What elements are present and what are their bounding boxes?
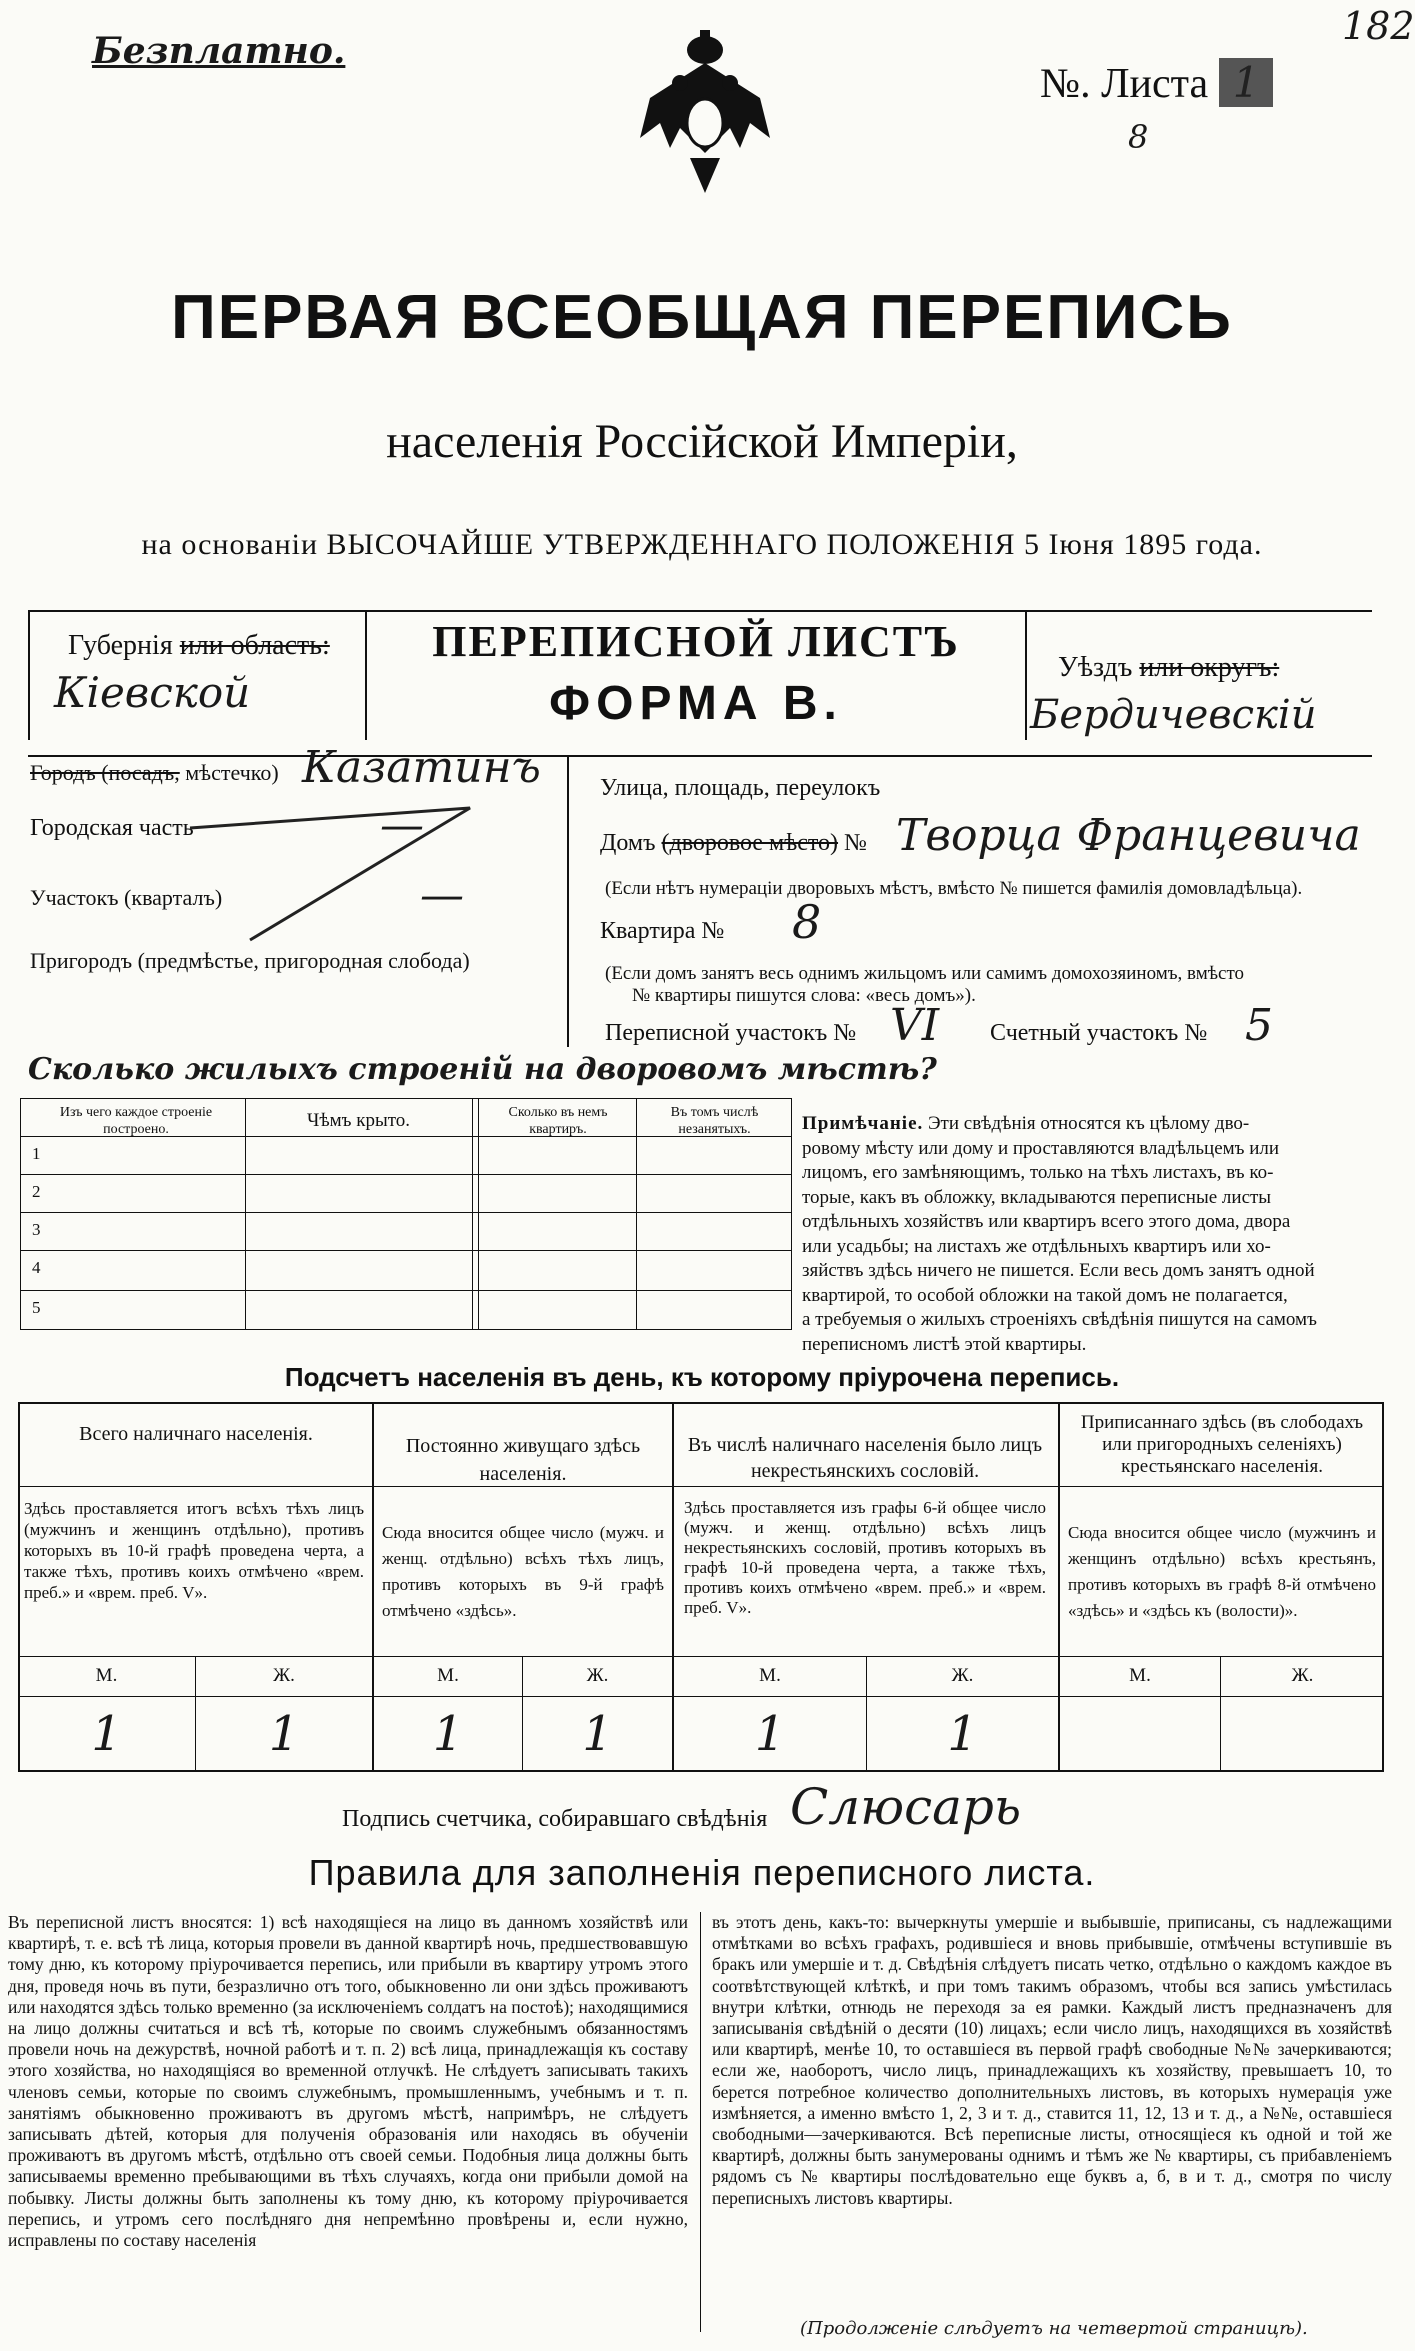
main-title: ПЕРВАЯ ВСЕОБЩАЯ ПЕРЕПИСЬ bbox=[171, 283, 1233, 352]
street-label: Улица, площадь, переулокъ bbox=[600, 775, 881, 801]
city-part-label: Городская часть bbox=[30, 815, 194, 841]
pop-m-label: М. bbox=[95, 1665, 118, 1686]
pop-col-desc: Сюда вносится общее число (мужч. и женщ. отдѣльно) всѣхъ тѣхъ лицъ, противъ которыхъ въ 9-й графѣ отмѣчено «здѣсь». bbox=[382, 1523, 664, 1620]
note-line-1 bbox=[802, 1112, 1362, 1137]
gubernia-struck: или область: bbox=[179, 630, 330, 661]
suburb-label: Пригородъ (предмѣстье, пригородная слобода) bbox=[30, 948, 470, 973]
pop-col-desc: Здѣсь проставляется изъ графы 6-й общее число (мужч. и женщ. отдѣльно) всѣхъ лицъ некрестьянскихъ сословій, противъ которыхъ въ графѣ 10-й проведена черта, а также тѣхъ, противъ коихъ отмѣчено «врем. преб.» и «врем. преб. V». bbox=[684, 1498, 1046, 1617]
buildings-header-roof: Чѣмъ крыто. bbox=[306, 1110, 411, 1131]
house-field bbox=[600, 830, 867, 857]
census-section-label: Переписной участокъ № bbox=[605, 1020, 857, 1046]
note-line: квартирой, то особой обложки на такой домъ не полагается, bbox=[802, 1284, 1288, 1306]
pop-m-value: 1 bbox=[91, 1706, 122, 1762]
pop-col-head: Постоянно живущаго здѣсь населенія. bbox=[405, 1435, 641, 1485]
signature-value: Слюсарь bbox=[790, 1778, 1022, 1836]
buildings-question: Сколько жилыхъ строеній на дворовомъ мѣстѣ? bbox=[28, 1052, 937, 1087]
pop-f-value: 1 bbox=[947, 1706, 978, 1762]
rules-left: Въ переписной листъ вносятся: 1) всѣ находящіеся на лицо въ данномъ хозяйствѣ или квартирѣ, т. е. всѣ тѣ лица, которыя провели въ данной квартирѣ ночь, предшествовавшую тому дню, къ которому пріурочивается перепись, или прибыли въ квартиру утромъ этого дня, проведя ночь въ пути, безразлично отъ того, обыкновенно ли они здѣсь проживаютъ или находятся здѣсь только временно (за исключеніемъ солдатъ на постоѣ); находящимися на лицо должны считаться и всѣ тѣ, которые по своимъ служебнымъ обязанностямъ провели ночь на дежурствѣ, ночной работѣ и т. п. 2) всѣ лица, принадлежащія къ составу этого хозяйства, но находящіяся во временной отлучкѣ. Не слѣдуетъ записывать такихъ членовъ семьи, которые по своимъ служебнымъ, промышленнымъ, учебнымъ и т. п. занятіямъ обыкновенно проживаютъ въ другомъ мѣстѣ, напримѣръ, не слѣдуетъ записывать дѣтей, которыя для полученія образованія или находясь въ обученіи проживаютъ въ другомъ мѣстѣ, отдѣльно отъ своей семьи. Подобныя лица должны быть записываемы временно пребывающими въ тѣхъ случаяхъ, когда они прибыли домой на побывку. Листы должны быть заполнены къ тому дню, къ которому пріурочивается перепись, и утромъ сего послѣдняго дня непремѣнно провѣрены и, если нужно, исправлены по составу населенія bbox=[8, 1912, 688, 2251]
note-title: Примѣчаніе. bbox=[802, 1113, 924, 1134]
corner-number: 182 bbox=[1342, 4, 1415, 48]
rules-continued: (Продолженіе слѣдуетъ на четвертой страницѣ). bbox=[800, 2318, 1308, 2339]
pop-f-label: Ж. bbox=[586, 1665, 609, 1686]
buildings-row-number: 3 bbox=[32, 1220, 41, 1239]
house-value: Творца Францевича bbox=[896, 810, 1361, 861]
note-line: или усадьбы; на листахъ же отдѣльныхъ квартиръ или хо- bbox=[802, 1235, 1271, 1257]
free-label: Безплатно. bbox=[92, 30, 346, 72]
note-line: ровому мѣсту или дому и проставляются владѣльцемъ или bbox=[802, 1137, 1280, 1159]
pop-m-label: М. bbox=[759, 1665, 781, 1686]
pop-m-label: М. bbox=[1129, 1665, 1151, 1686]
sheet-number bbox=[1040, 58, 1273, 108]
pop-col-desc: Здѣсь проставляется итогъ всѣхъ тѣхъ лицъ (мужчинъ и женщинъ отдѣльно), противъ которыхъ въ 10-й графѣ проведена черта, а также тѣхъ, противъ коихъ отмѣчено «врем. преб.» и «врем. преб. V». bbox=[24, 1499, 364, 1602]
signature-label: Подпись счетчика, собиравшаго свѣдѣнія bbox=[342, 1806, 768, 1832]
population-title: Подсчетъ населенія въ день, къ которому пріурочена перепись. bbox=[284, 1362, 1120, 1392]
apartment-value: 8 bbox=[792, 895, 822, 949]
pop-f-label: Ж. bbox=[1291, 1665, 1314, 1686]
pop-m-label: М. bbox=[437, 1665, 459, 1686]
house-note: (Если нѣтъ нумераціи дворовыхъ мѣстъ, вмѣсто № пишется фамилія домовладѣльца). bbox=[605, 878, 1303, 899]
buildings-header-material: Изъ чего каждое строеніе построено. bbox=[59, 1105, 213, 1137]
district-label: Участокъ (кварталъ) bbox=[30, 885, 223, 910]
city-part-value: — bbox=[380, 800, 424, 851]
note-line: переписномъ листѣ этой квартиры. bbox=[802, 1333, 1087, 1355]
gubernia-field bbox=[68, 630, 330, 662]
imperial-eagle-emblem bbox=[620, 28, 790, 198]
note-line: а требуемыя о жилыхъ строеніяхъ свѣдѣнія пишутся на самомъ bbox=[802, 1309, 1317, 1330]
town-label: мѣстечко) bbox=[185, 760, 279, 785]
pop-f-label: Ж. bbox=[951, 1665, 974, 1686]
sheet-number-value: 1 bbox=[1219, 58, 1274, 107]
sheet-title: ПЕРЕПИСНОЙ ЛИСТЪ bbox=[432, 617, 960, 666]
rules-right: въ этотъ день, какъ-то: вычеркнуты умершіе и выбывшіе, приписаны, съ надлежащими отмѣтками во всѣхъ графахъ, родившіеся и вновь прибывшіе, отмѣчены вступившіе въ бракъ или умершіе и т. д. Свѣдѣнія слѣдуетъ писать четко, отдѣльно о каждомъ каждое въ соотвѣтствующей клѣткѣ, и при томъ такимъ образомъ, чтобы вся запись умѣстилась внутри клѣтки, отнюдь не переходя за ея рамки. Каждый листъ предназначенъ для записыванія свѣдѣній о десяти (10) лицахъ; если число лицъ, находящихся въ хозяйствѣ или квартирѣ, менѣе 10, то оставшіеся въ первой графѣ свободные №№ зачеркиваются; если же, наоборотъ, число лицъ, принадлежащихъ къ хозяйству, превышаетъ 10, то берется потребное количество дополнительныхъ листовъ, въ которыхъ нумерація уже измѣняется, а именно вмѣсто 1, 2, 3 и т. д., ставится 11, 12, 13 и т. д., а №№, оставшіеся свободными—зачеркиваются. Всѣ переписные листы, относящіеся къ одной и той же квартирѣ, должны быть занумерованы однимъ и тѣмъ же № квартиры, съ прибавленіемъ рядомъ съ № квартиры послѣдовательно еще буквъ а, б, в и т. д., смотря по числу переписныхъ листовъ квартиры. bbox=[712, 1912, 1392, 2208]
buildings-row-number: 4 bbox=[32, 1258, 41, 1277]
apartment-label: Квартира № bbox=[600, 918, 725, 944]
note-line: отдѣльныхъ хозяйствъ или квартиръ всего этого дома, двора bbox=[802, 1211, 1291, 1232]
count-section-value: 5 bbox=[1245, 1000, 1273, 1051]
gubernia-label: Губернія bbox=[68, 630, 173, 661]
note-text: Эти свѣдѣнія относятся къ цѣлому дво- bbox=[928, 1113, 1250, 1134]
pop-f-label: Ж. bbox=[273, 1665, 295, 1686]
buildings-row-number: 2 bbox=[32, 1182, 41, 1201]
sheet-number-label: №. Листа bbox=[1040, 61, 1209, 107]
town-value: Казатинъ bbox=[302, 742, 541, 793]
pop-f-value: 1 bbox=[582, 1706, 613, 1762]
uezd-struck: или округъ: bbox=[1139, 652, 1280, 683]
form-label: ФОРМА В. bbox=[549, 677, 843, 730]
basis-line: на основаніи ВЫСОЧАЙШЕ УТВЕРЖДЕННАГО ПОЛОЖЕНІЯ 5 Іюня 1895 года. bbox=[141, 528, 1263, 561]
town-field bbox=[30, 760, 279, 786]
subtitle: населенія Россійской Имперіи, bbox=[386, 415, 1018, 468]
note-line: зяйствъ здѣсь ничего не пишется. Если весь домъ занятъ одной bbox=[802, 1260, 1315, 1281]
gubernia-value: Кіевской bbox=[54, 668, 251, 717]
note-line: торые, какъ въ обложку, вкладываются переписные листы bbox=[802, 1186, 1272, 1208]
note-block bbox=[802, 1112, 1362, 1357]
house-number-sign: № bbox=[844, 830, 867, 856]
house-label: Домъ bbox=[600, 830, 656, 856]
pop-m-value: 1 bbox=[432, 1706, 464, 1762]
uezd-value: Бердичевскій bbox=[1030, 692, 1317, 738]
buildings-row-number: 1 bbox=[32, 1144, 41, 1163]
pop-col-head: Въ числѣ наличнаго населенія было лицъ некрестьянскихъ сословій. bbox=[687, 1434, 1043, 1482]
pop-col-head: Всего наличнаго населенія. bbox=[79, 1423, 313, 1445]
count-section-label: Счетный участокъ № bbox=[990, 1020, 1208, 1046]
rules-title: Правила для заполненія переписного листа. bbox=[308, 1852, 1096, 1893]
apartment-note-2: № квартиры пишутся слова: «весь домъ»). bbox=[632, 985, 976, 1006]
ink-mark: 8 bbox=[1128, 118, 1149, 156]
buildings-row-number: 5 bbox=[32, 1298, 41, 1317]
pop-m-value: 1 bbox=[754, 1706, 786, 1762]
buildings-header-vacant: Въ томъ числѣ незанятыхъ. bbox=[670, 1105, 759, 1137]
district-value: — bbox=[420, 870, 464, 921]
pop-f-value: 1 bbox=[268, 1706, 300, 1762]
census-section-value: VI bbox=[890, 1000, 940, 1051]
house-struck: (дворовое мѣсто) bbox=[661, 830, 839, 856]
apartment-note-1: (Если домъ занятъ весь однимъ жильцомъ или самимъ домохозяиномъ, вмѣсто bbox=[605, 963, 1245, 984]
pop-col-desc: Сюда вносится общее число (мужчинъ и женщинъ отдѣльно) всѣхъ крестьянъ, противъ которыхъ въ графѣ 8-й отмѣчено «здѣсь» и «здѣсь къ (волости)». bbox=[1068, 1523, 1376, 1620]
uezd-field bbox=[1058, 652, 1279, 684]
note-line: лицомъ, его замѣняющимъ, только на тѣхъ листахъ, въ ко- bbox=[802, 1162, 1274, 1183]
town-struck: Городъ (посадъ, bbox=[30, 760, 180, 785]
buildings-header-apartments: Сколько въ немъ квартиръ. bbox=[508, 1105, 608, 1137]
pop-col-head: Приписаннаго здѣсь (въ слободахъ или пригородныхъ селеніяхъ) крестьянскаго населенія. bbox=[1080, 1412, 1364, 1477]
uezd-label: Уѣздъ bbox=[1058, 652, 1133, 683]
